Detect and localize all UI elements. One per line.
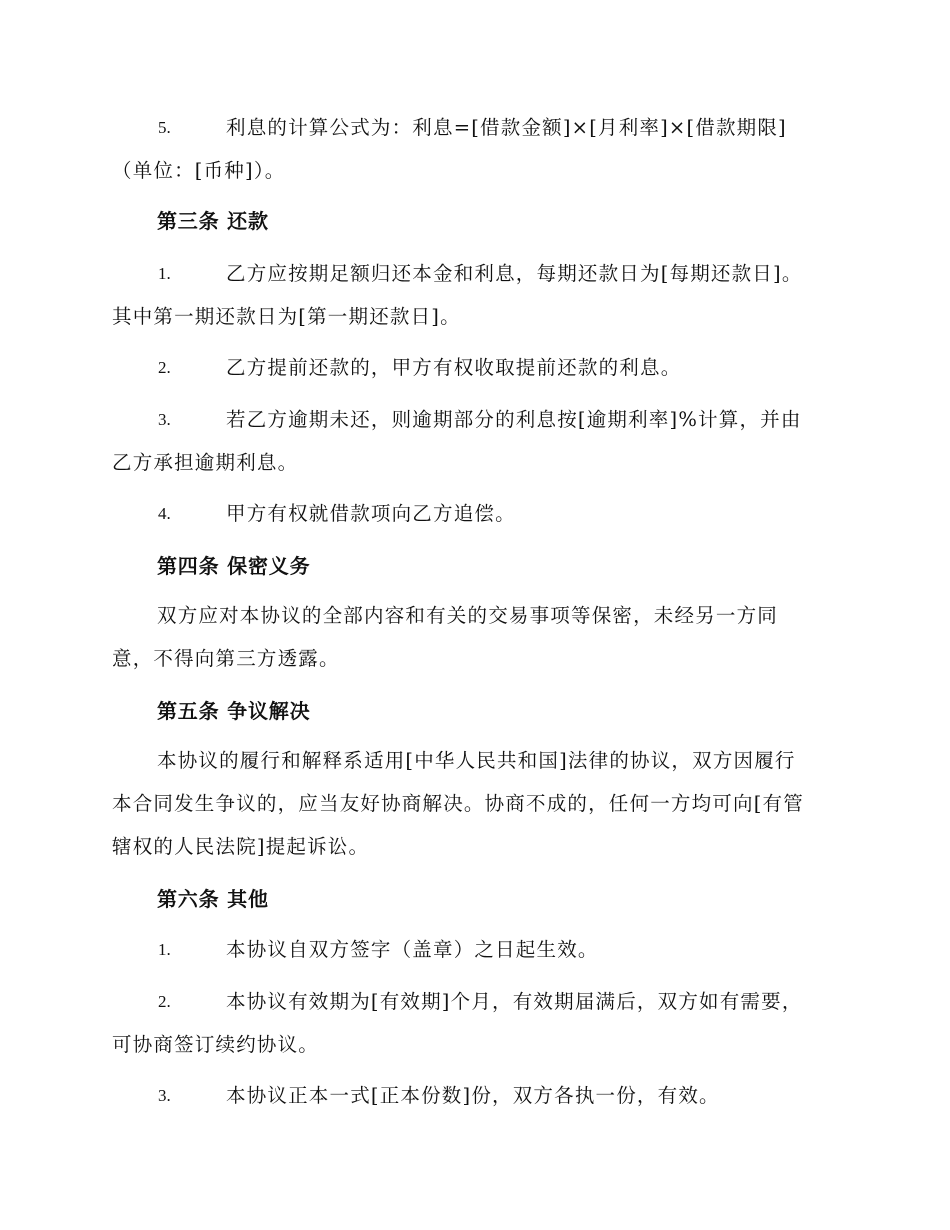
paragraph-line: 本协议的履行和解释系适用[中华人民共和国]法律的协议，双方因履行 <box>157 749 796 772</box>
item-number: 1. <box>158 940 171 959</box>
item-number: 5. <box>158 118 171 137</box>
item-number: 3. <box>158 1086 171 1105</box>
paragraph-line: 乙方承担逾期利息。 <box>112 451 299 474</box>
item-number: 2. <box>158 992 171 1011</box>
paragraph-line: 辖权的人民法院]提起诉讼。 <box>112 835 370 858</box>
section-heading: 第三条 还款 <box>157 209 269 233</box>
item-number: 4. <box>158 504 171 523</box>
item-number: 3. <box>158 410 171 429</box>
section-heading: 第四条 保密义务 <box>157 554 311 578</box>
paragraph-line: 其中第一期还款日为[第一期还款日]。 <box>112 305 461 328</box>
paragraph-line: 本协议自双方签字（盖章）之日起生效。 <box>226 938 599 961</box>
section-heading: 第六条 其他 <box>157 887 269 911</box>
item-number: 1. <box>158 264 171 283</box>
paragraph-line: 本合同发生争议的，应当友好协商解决。协商不成的，任何一方均可向[有管 <box>112 792 804 815</box>
paragraph-line: （单位：[币种]）。 <box>112 159 286 182</box>
paragraph-line: 可协商签订续约协议。 <box>112 1033 320 1056</box>
item-number: 2. <box>158 358 171 377</box>
paragraph-line: 双方应对本协议的全部内容和有关的交易事项等保密，未经另一方同 <box>157 604 779 627</box>
paragraph-line: 乙方应按期足额归还本金和利息，每期还款日为[每期还款日]。 <box>226 262 803 285</box>
section-heading: 第五条 争议解决 <box>157 699 311 723</box>
paragraph-line: 利息的计算公式为：利息=[借款金额]×[月利率]×[借款期限] <box>226 116 787 139</box>
paragraph-line: 本协议有效期为[有效期]个月，有效期届满后，双方如有需要， <box>226 990 803 1013</box>
paragraph-line: 乙方提前还款的，甲方有权收取提前还款的利息。 <box>226 356 682 379</box>
paragraph-line: 若乙方逾期未还，则逾期部分的利息按[逾期利率]%计算，并由 <box>226 408 802 431</box>
paragraph-line: 本协议正本一式[正本份数]份，双方各执一份，有效。 <box>226 1084 720 1107</box>
paragraph-line: 意，不得向第三方透露。 <box>112 647 340 670</box>
paragraph-line: 甲方有权就借款项向乙方追偿。 <box>226 502 516 525</box>
